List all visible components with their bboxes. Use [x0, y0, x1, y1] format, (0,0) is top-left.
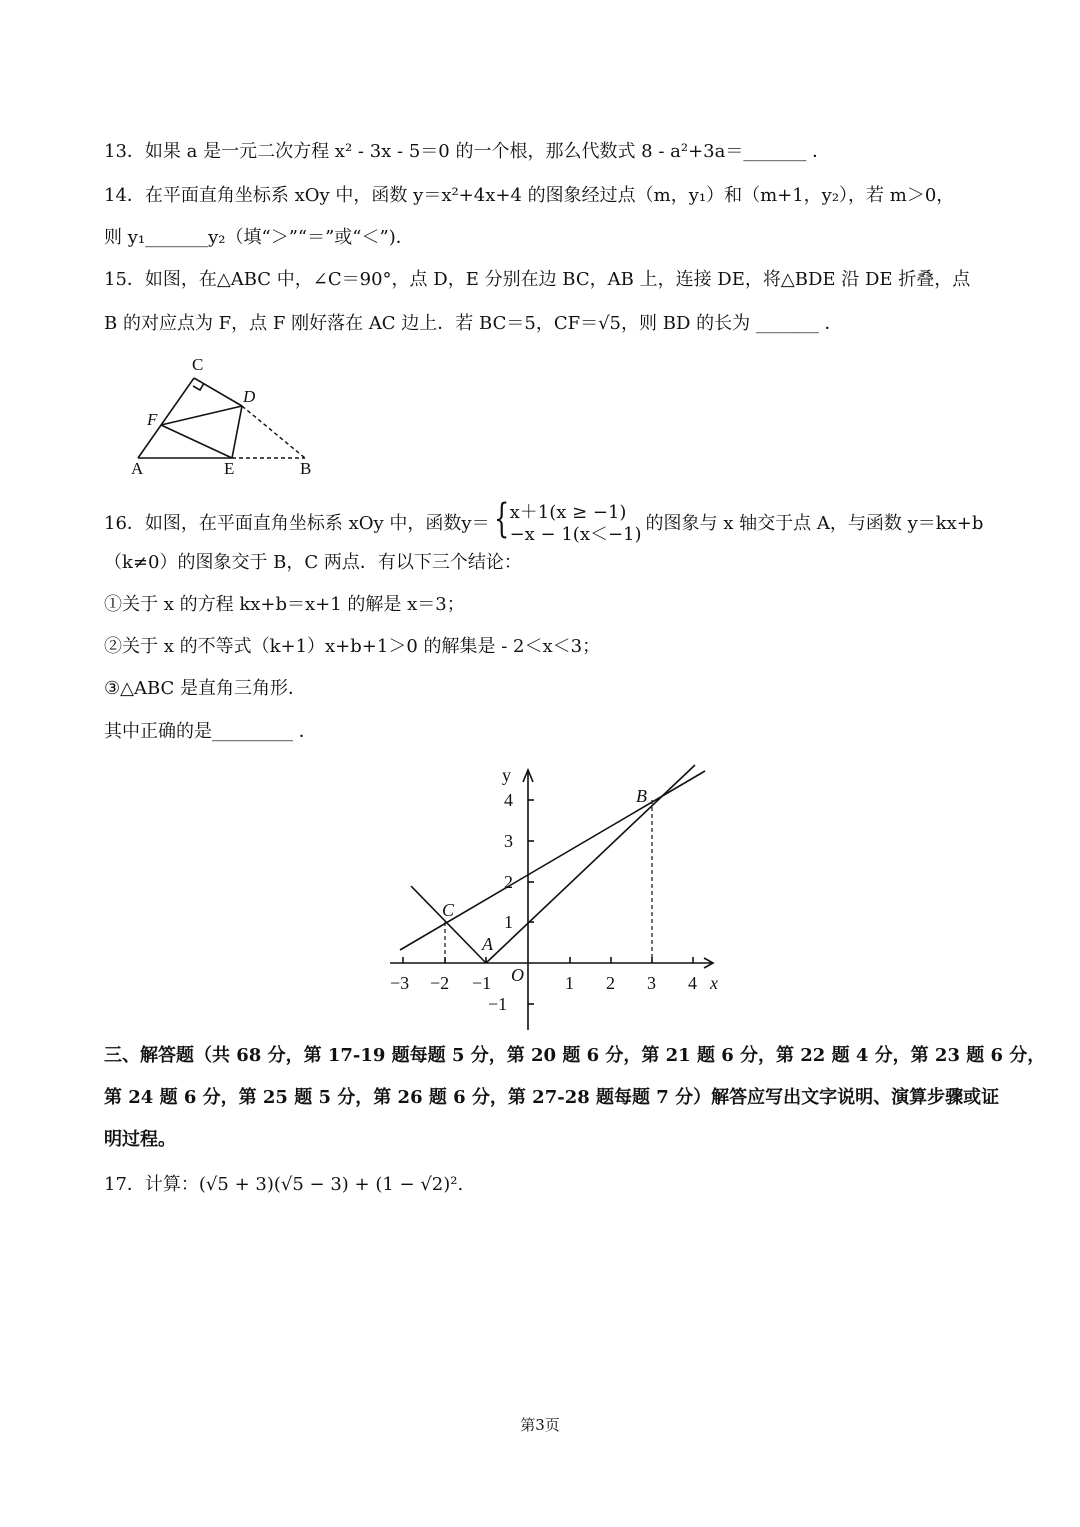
origin-label: O: [511, 965, 524, 985]
x-tick-label: 3: [647, 973, 656, 993]
x-axis-label: x: [710, 973, 718, 993]
x-tick-label: −2: [430, 973, 450, 993]
y-tick-label: 4: [504, 790, 513, 810]
y-tick-label: 1: [504, 912, 513, 932]
label-B: B: [300, 459, 312, 478]
piecewise-function: { x＋1(x ≥ −1) −x − 1(x＜−1): [493, 496, 642, 545]
question-15-line2: B 的对应点为 F，点 F 刚好落在 AC 边上．若 BC＝5，CF＝√5，则 BD 的长为 _______ ．: [104, 313, 843, 334]
question-16-line2: （k≠0）的图象交于 B，C 两点．有以下三个结论：: [104, 552, 522, 573]
y-axis-label: y: [502, 765, 511, 785]
triangle-figure: [125, 350, 325, 480]
question-16-line1: [104, 496, 984, 545]
question-16-prefix: 16．如图，在平面直角坐标系 xOy 中，函数y＝: [104, 513, 490, 534]
label-C: C: [192, 355, 204, 374]
label-A: A: [131, 459, 144, 478]
x-tick-label: 2: [606, 973, 615, 993]
question-16-ask: 其中正确的是_________ ．: [104, 721, 317, 742]
label-F: F: [147, 410, 158, 429]
x-tick-label: 1: [565, 973, 574, 993]
section-3-line1: 三、解答题（共 68 分，第 17-19 题每题 5 分，第 20 题 6 分，第 21 题 6 分，第 22 题 4 分，第 23 题 6 分，: [104, 1045, 1046, 1066]
piece-1: x＋1(x ≥ −1): [509, 502, 627, 523]
point-label-C: C: [442, 900, 455, 920]
y-tick-label: −1: [488, 994, 508, 1014]
y-tick-label: 2: [504, 872, 513, 892]
page-number: 第3页: [520, 1416, 560, 1434]
point-label-B: B: [636, 786, 647, 806]
x-tick-label: −1: [472, 973, 492, 993]
coordinate-graph: [380, 760, 730, 1035]
section-3-line2: 第 24 题 6 分，第 25 题 5 分，第 26 题 6 分，第 27-28 题每题 7 分）解答应写出文字说明、演算步骤或证: [104, 1087, 1000, 1108]
question-13: 13．如果 a 是一元二次方程 x² - 3x - 5＝0 的一个根，那么代数式 8 - a²+3a＝_______ ．: [104, 141, 831, 162]
conclusion-1: ①关于 x 的方程 kx+b＝x+1 的解是 x＝3；: [104, 594, 465, 615]
question-15-line1: 15．如图，在△ABC 中，∠C＝90°，点 D，E 分别在边 BC，AB 上，连接 DE，将△BDE 沿 DE 折叠，点: [104, 269, 971, 290]
y-tick-label: 3: [504, 831, 513, 851]
point-label-A: A: [482, 934, 493, 954]
question-16-suffix: 的图象与 x 轴交于点 A，与函数 y＝kx+b: [645, 513, 984, 534]
label-D: D: [243, 387, 256, 406]
section-3-line3: 明过程。: [104, 1129, 176, 1150]
conclusion-3: ③△ABC 是直角三角形．: [104, 678, 307, 699]
question-14-line2: 则 y₁_______y₂（填“＞”“＝”或“＜”)．: [104, 227, 414, 248]
question-17: 17．计算：(√5 + 3)(√5 − 3) + (1 − √2)².: [104, 1174, 464, 1195]
question-14-line1: 14．在平面直角坐标系 xOy 中，函数 y＝x²+4x+4 的图象经过点（m，y₁）和（m+1，y₂），若 m＞0，: [104, 185, 955, 206]
x-tick-label: −3: [390, 973, 410, 993]
piece-2: −x − 1(x＜−1): [509, 524, 642, 545]
label-E: E: [224, 459, 235, 478]
conclusion-2: ②关于 x 的不等式（k+1）x+b+1＞0 的解集是 - 2＜x＜3；: [104, 636, 601, 657]
x-tick-label: 4: [688, 973, 697, 993]
